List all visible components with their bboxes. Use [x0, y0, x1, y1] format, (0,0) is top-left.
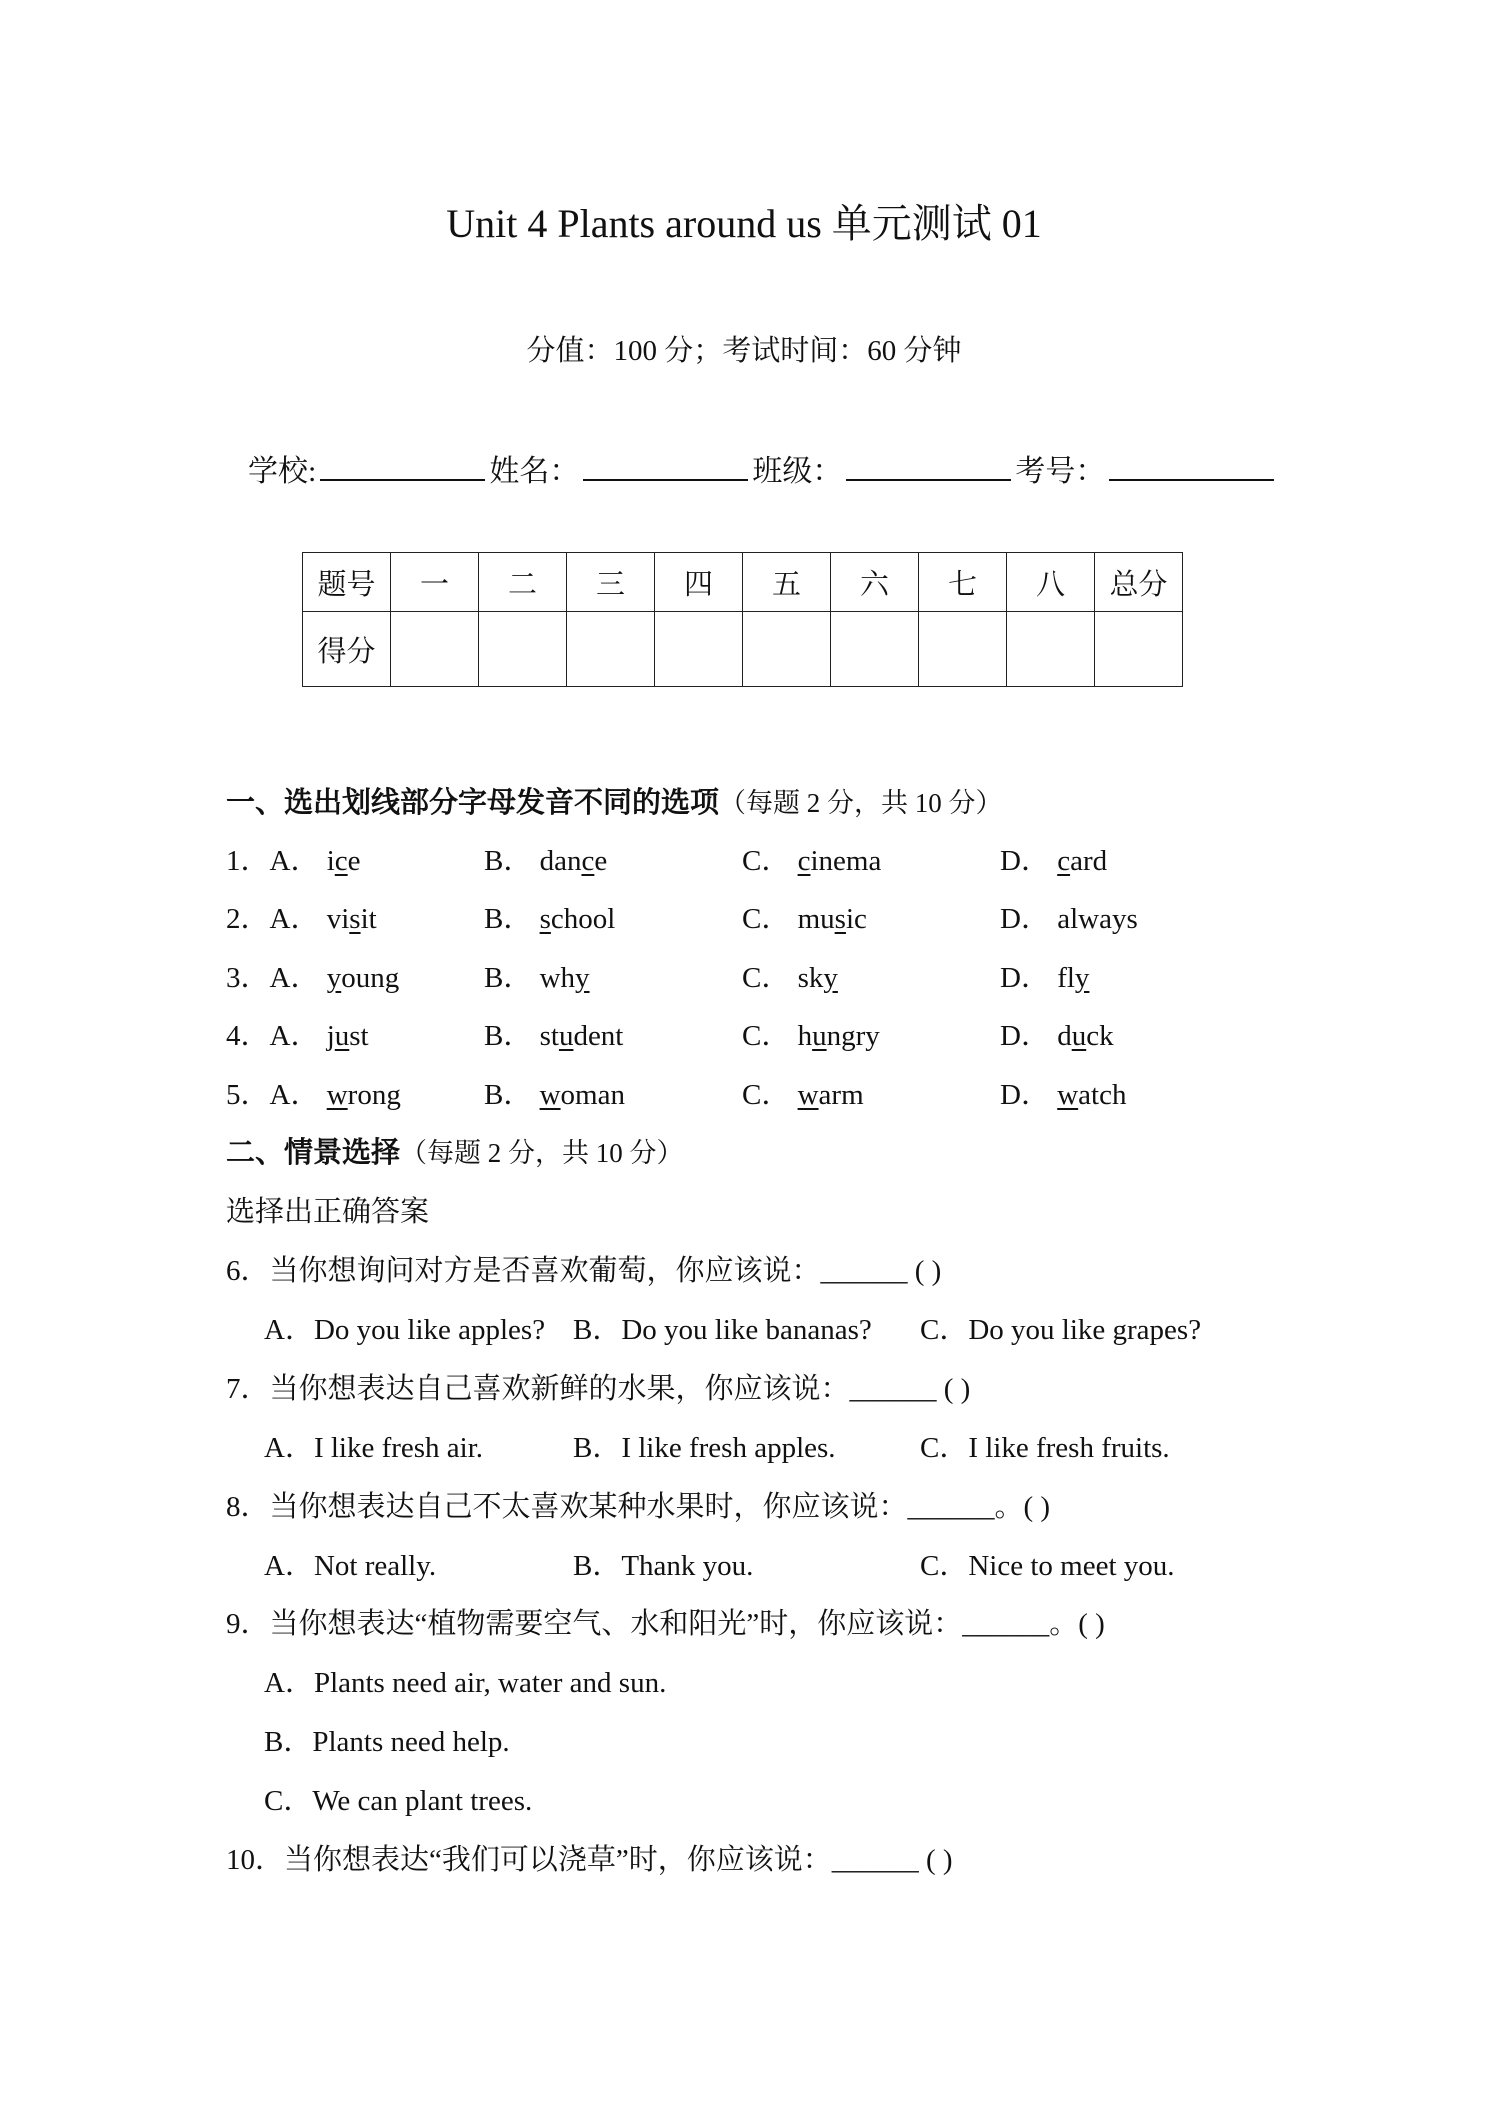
question-2-option-a[interactable]: 2．A． visit	[226, 903, 377, 935]
number-field[interactable]	[1109, 449, 1274, 481]
score-table	[302, 552, 1183, 687]
score-header-cell: 七	[919, 553, 1007, 612]
score-cell[interactable]	[1095, 612, 1183, 687]
question-5-option-c[interactable]: C． warm	[742, 1079, 864, 1111]
score-cell[interactable]	[567, 612, 655, 687]
question-7-stem: 7．当你想表达自己喜欢新鲜的水果，你应该说：______ ( )	[226, 1373, 971, 1405]
question-3-option-b[interactable]: B． why	[484, 962, 590, 994]
option-word: student	[539, 1020, 624, 1052]
question-9-option-b[interactable]: B．Plants need help.	[264, 1726, 510, 1758]
question-8-option-b[interactable]: B．Thank you.	[573, 1550, 754, 1582]
question-4-option-c[interactable]: C． hungry	[742, 1020, 880, 1052]
question-7-option-c[interactable]: C．I like fresh fruits.	[920, 1432, 1170, 1464]
section2-title: 二、情景选择	[226, 1135, 401, 1169]
option-word: cinema	[797, 845, 882, 877]
score-cell[interactable]	[1007, 612, 1095, 687]
option-word: watch	[1057, 1079, 1127, 1111]
score-cell[interactable]	[919, 612, 1007, 687]
question-7-option-a[interactable]: A．I like fresh air.	[264, 1432, 484, 1464]
option-word: ice	[326, 845, 361, 877]
score-header-cell: 三	[567, 553, 655, 612]
question-6-option-c[interactable]: C．Do you like grapes?	[920, 1314, 1202, 1346]
score-header-cell: 八	[1007, 553, 1095, 612]
option-word: school	[539, 903, 616, 935]
option-word: woman	[539, 1079, 625, 1111]
question-10-stem: 10．当你想表达“我们可以浇草”时，你应该说：______ ( )	[226, 1844, 953, 1876]
option-word: just	[326, 1020, 369, 1052]
score-cell[interactable]	[831, 612, 919, 687]
question-9-option-c[interactable]: C．We can plant trees.	[264, 1785, 533, 1817]
question-1-option-a[interactable]: 1．A． ice	[226, 845, 361, 877]
score-table-header-row	[303, 553, 1183, 612]
question-7-option-b[interactable]: B．I like fresh apples.	[573, 1432, 836, 1464]
question-3-option-d[interactable]: D． fly	[1000, 962, 1090, 994]
question-2-option-b[interactable]: B． school	[484, 903, 616, 935]
score-cell[interactable]	[479, 612, 567, 687]
question-1-option-d[interactable]: D． card	[1000, 845, 1108, 877]
question-8-stem: 8．当你想表达自己不太喜欢某种水果时，你应该说：______。( )	[226, 1491, 1051, 1523]
exam-subtitle: 分值：100 分；考试时间：60 分钟	[526, 335, 962, 367]
option-word: visit	[326, 903, 377, 935]
section2-note: （每题 2 分，共 10 分）	[400, 1138, 684, 1168]
question-1-option-b[interactable]: B． dance	[484, 845, 608, 877]
score-cell[interactable]	[743, 612, 831, 687]
option-word: why	[539, 962, 590, 994]
question-9-stem: 9．当你想表达“植物需要空气、水和阳光”时，你应该说：______。( )	[226, 1608, 1105, 1640]
name-label: 姓名：	[489, 455, 580, 488]
class-label: 班级：	[752, 455, 843, 488]
question-9-option-a[interactable]: A．Plants need air, water and sun.	[264, 1667, 667, 1699]
section1-heading	[226, 780, 1003, 821]
option-word: hungry	[797, 1020, 880, 1052]
question-8-option-a[interactable]: A．Not really.	[264, 1550, 437, 1582]
question-6-option-a[interactable]: A．Do you like apples?	[264, 1314, 546, 1346]
score-header-cell: 五	[743, 553, 831, 612]
question-6-stem: 6．当你想询问对方是否喜欢葡萄，你应该说：______ ( )	[226, 1255, 942, 1287]
option-word: duck	[1057, 1020, 1114, 1052]
score-header-cell: 二	[479, 553, 567, 612]
class-field[interactable]	[846, 449, 1011, 481]
score-header-cell: 题号	[303, 553, 391, 612]
score-row-label: 得分	[303, 612, 391, 687]
question-5-option-d[interactable]: D． watch	[1000, 1079, 1127, 1111]
option-word: young	[326, 962, 400, 994]
question-2-option-d[interactable]: D． always	[1000, 903, 1138, 935]
question-4-option-a[interactable]: 4．A． just	[226, 1020, 369, 1052]
school-field[interactable]	[320, 449, 485, 481]
option-word: always	[1057, 903, 1138, 935]
score-cell[interactable]	[391, 612, 479, 687]
question-8-option-c[interactable]: C．Nice to meet you.	[920, 1550, 1175, 1582]
question-4-option-d[interactable]: D． duck	[1000, 1020, 1114, 1052]
score-header-cell: 总分	[1095, 553, 1183, 612]
score-table-score-row	[303, 612, 1183, 687]
number-label: 考号：	[1015, 455, 1106, 488]
question-4-option-b[interactable]: B． student	[484, 1020, 624, 1052]
option-word: wrong	[326, 1079, 401, 1111]
question-1-option-c[interactable]: C． cinema	[742, 845, 882, 877]
question-2-option-c[interactable]: C． music	[742, 903, 867, 935]
score-header-cell: 一	[391, 553, 479, 612]
question-5-option-a[interactable]: 5．A． wrong	[226, 1079, 401, 1111]
name-field[interactable]	[583, 449, 748, 481]
option-word: dance	[539, 845, 608, 877]
question-5-option-b[interactable]: B． woman	[484, 1079, 625, 1111]
section2-instruction: 选择出正确答案	[226, 1196, 430, 1228]
option-word: sky	[797, 962, 838, 994]
question-3-option-a[interactable]: 3．A． young	[226, 962, 400, 994]
option-word: fly	[1057, 962, 1090, 994]
score-header-cell: 四	[655, 553, 743, 612]
option-word: warm	[797, 1079, 864, 1111]
question-6-option-b[interactable]: B．Do you like bananas?	[573, 1314, 872, 1346]
option-word: music	[797, 903, 867, 935]
question-3-option-c[interactable]: C． sky	[742, 962, 838, 994]
section2-heading	[226, 1130, 684, 1171]
page-title: Unit 4 Plants around us 单元测试 01	[446, 201, 1042, 246]
score-header-cell: 六	[831, 553, 919, 612]
school-label: 学校:	[248, 455, 317, 488]
student-info-line	[248, 446, 1278, 490]
score-cell[interactable]	[655, 612, 743, 687]
option-word: card	[1057, 845, 1108, 877]
section1-note: （每题 2 分，共 10 分）	[719, 788, 1003, 818]
section1-title: 一、选出划线部分字母发音不同的选项	[226, 785, 720, 819]
